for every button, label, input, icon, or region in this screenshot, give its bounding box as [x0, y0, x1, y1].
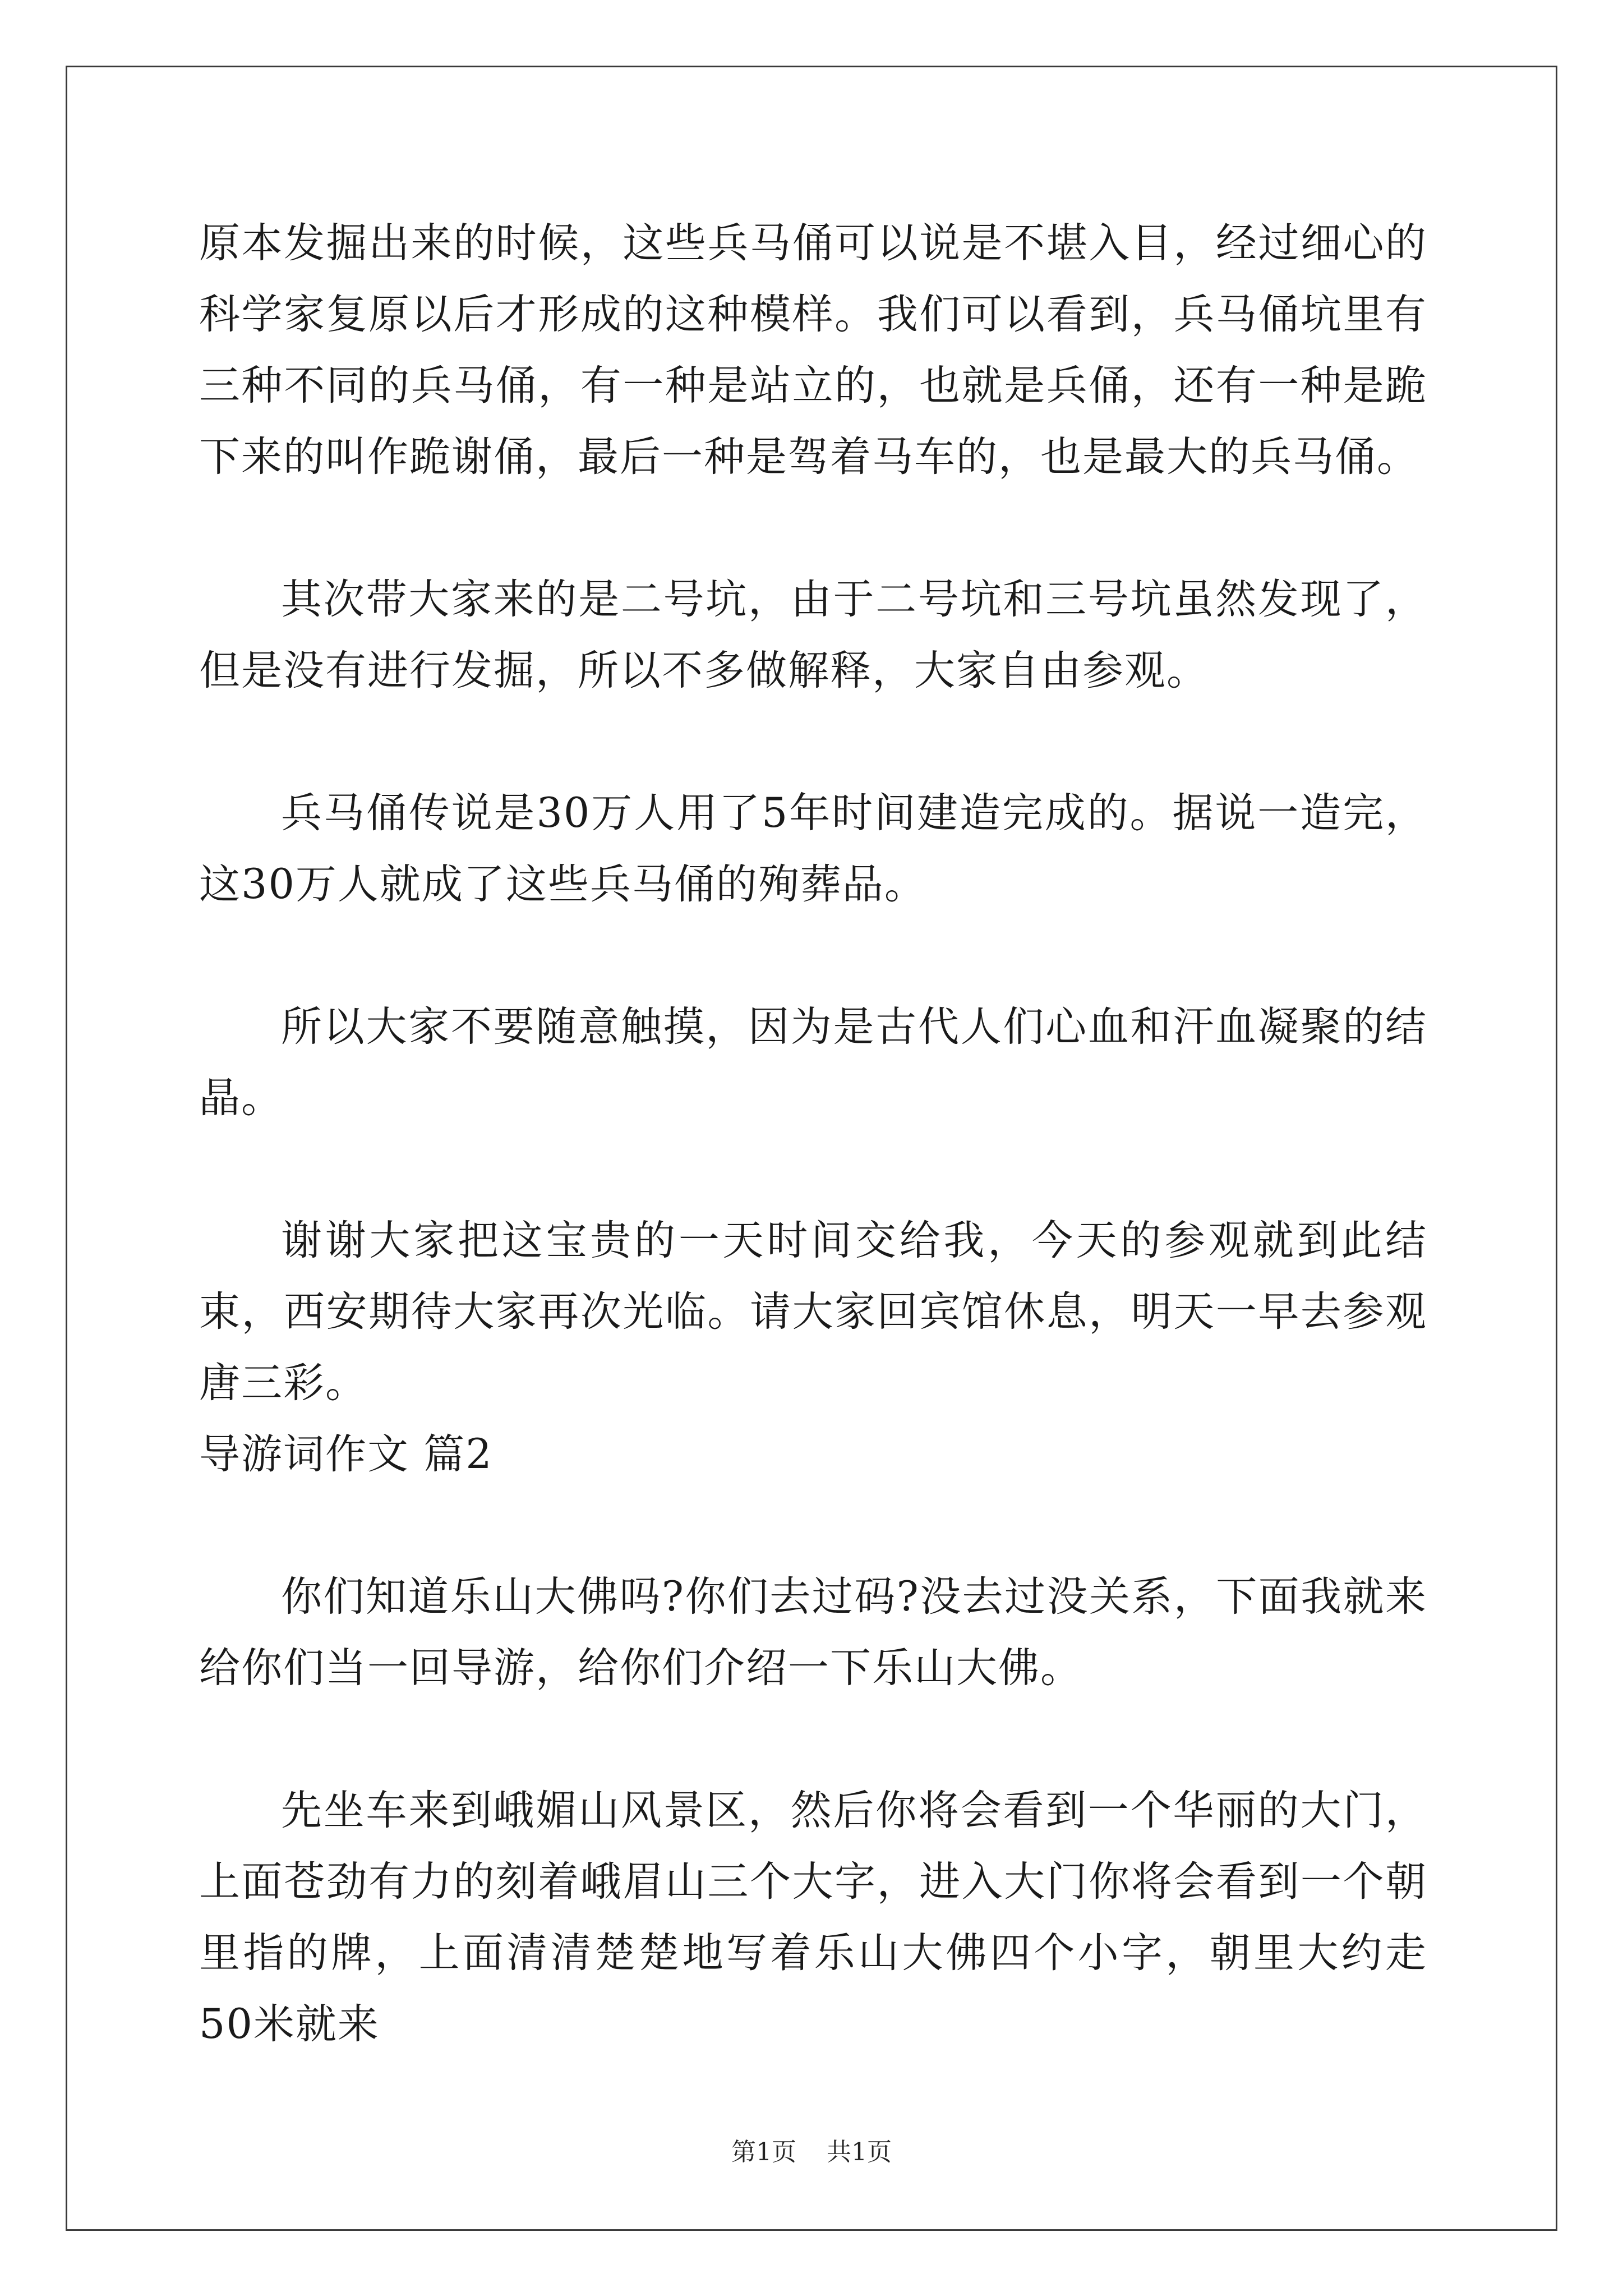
page-number: 第1页: [731, 2138, 796, 2166]
paragraph-7: 先坐车来到峨媚山风景区，然后你将会看到一个华丽的大门，上面苍劲有力的刻着峨眉山三个大字，进入大门你将会看到一个朝里指的牌，上面清清楚楚地写着乐山大佛四个小字，朝里大约走50米就来: [199, 1787, 1427, 2048]
paragraph-6: 你们知道乐山大佛吗?你们去过码?没去过没关系，下面我就来给你们当一回导游，给你们介绍一下乐山大佛。: [199, 1573, 1427, 1692]
paragraph-1: 原本发掘出来的时候，这些兵马俑可以说是不堪入目，经过细心的科学家复原以后才形成的这种模样。我们可以看到，兵马俑坑里有三种不同的兵马俑，有一种是站立的，也就是兵俑，还有一种是跪下来的叫作跪谢俑，最后一种是驾着马车的，也是最大的兵马俑。: [199, 219, 1427, 481]
paragraph-2: 其次带大家来的是二号坑，由于二号坑和三号坑虽然发现了，但是没有进行发掘，所以不多做解释，大家自由参观。: [199, 576, 1427, 694]
paragraph-3: 兵马俑传说是30万人用了5年时间建造完成的。据说一造完，这30万人就成了这些兵马俑的殉葬品。: [199, 789, 1427, 908]
page-footer: [0, 2132, 1623, 2168]
page-total: 共1页: [827, 2138, 892, 2166]
document-body: [199, 208, 1427, 2131]
paragraph-5: 谢谢大家把这宝贵的一天时间交给我，今天的参观就到此结束，西安期待大家再次光临。请大家回宾馆休息，明天一早去参观唐三彩。: [199, 1217, 1427, 1407]
section-heading: 导游词作文 篇2: [199, 1430, 493, 1478]
paragraph-4: 所以大家不要随意触摸，因为是古代人们心血和汗血凝聚的结晶。: [199, 1003, 1427, 1122]
